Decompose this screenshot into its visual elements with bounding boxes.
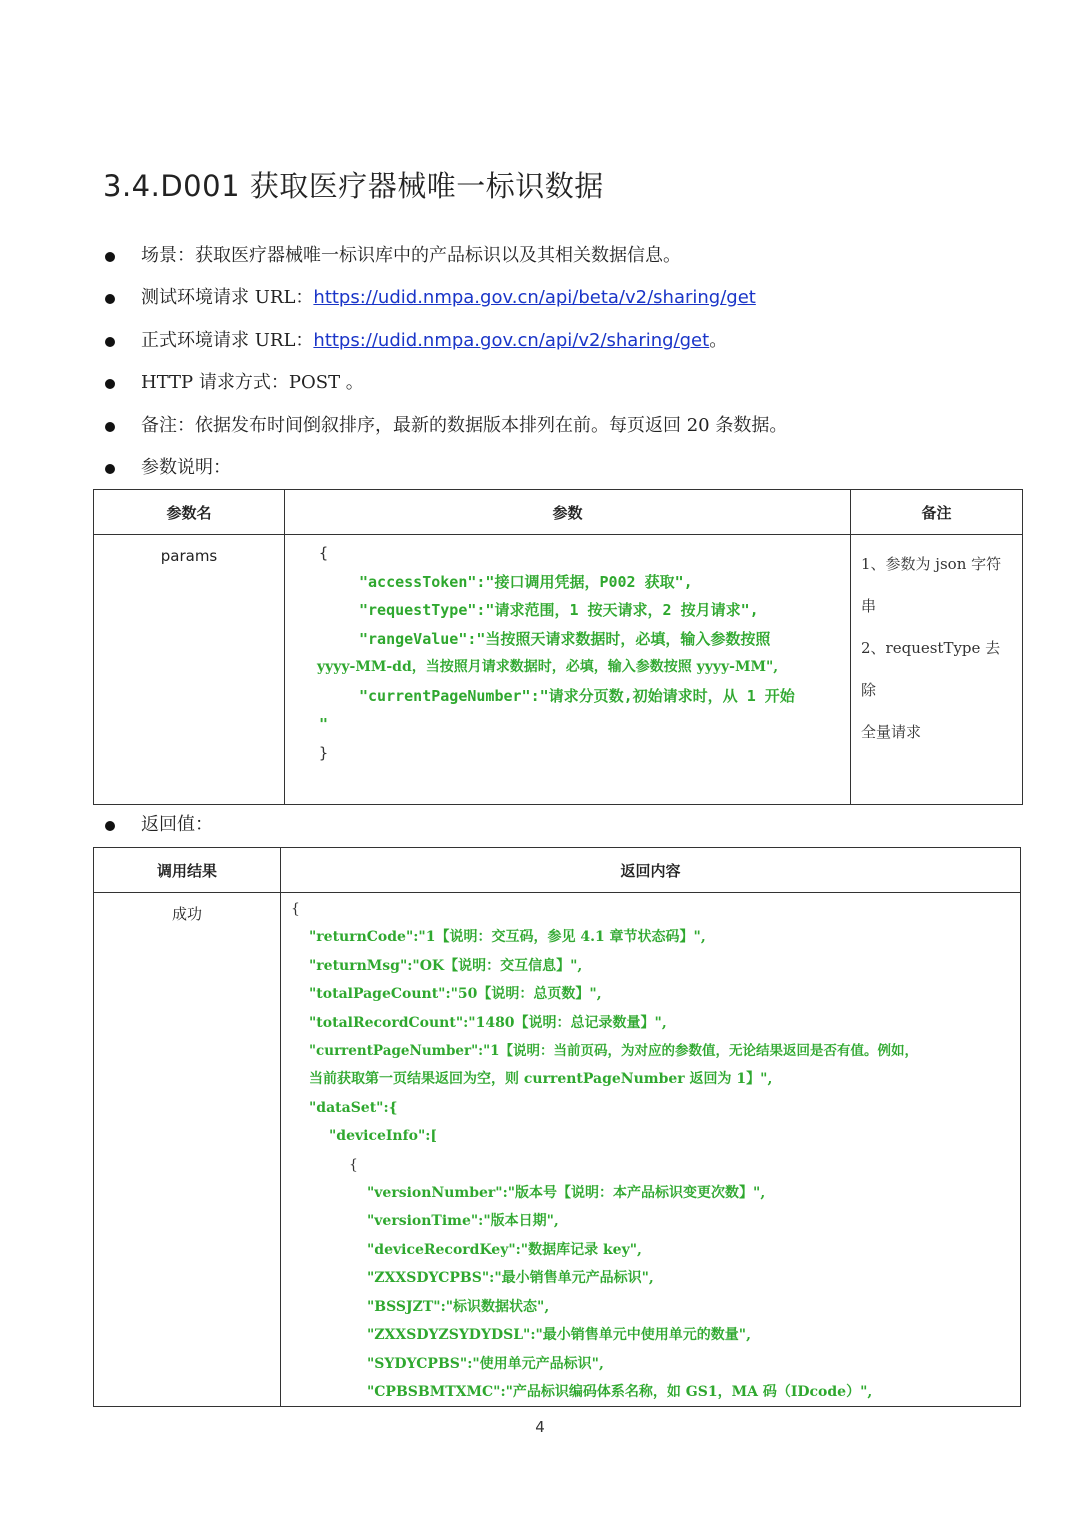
code-line: "totalPageCount":"50【说明：总页数】",	[309, 986, 602, 1003]
params-note-cell: 1、参数为 json 字符 串 2、requestType 去除 全量请求	[851, 535, 1023, 805]
code-line: "	[319, 715, 329, 733]
section-heading: 3.4.D001 获取医疗器械唯一标识数据	[103, 169, 604, 203]
code-line: "BSSJZT":"标识数据状态",	[367, 1298, 550, 1315]
return-header-result: 调用结果	[94, 848, 281, 893]
code-line: "ZXXSDYCPBS":"最小销售单元产品标识",	[367, 1270, 654, 1287]
code-line: "ZXXSDYZSYDYDSL":"最小销售单元中使用单元的数量",	[367, 1327, 751, 1344]
bullet-dot-icon	[105, 821, 115, 831]
bullet-dot-icon	[105, 464, 115, 474]
params-table	[93, 489, 1023, 805]
code-line: "SYDYCPBS":"使用单元产品标识",	[367, 1355, 604, 1372]
params-header-note: 备注	[851, 490, 1023, 535]
code-line: "versionNumber":"版本号【说明：本产品标识变更次数】",	[367, 1185, 766, 1202]
code-line: "currentPageNumber":"1【说明：当前页码，为对应的参数值，无论结果返回是否有值。例如，	[309, 1043, 919, 1060]
return-table	[93, 847, 1021, 1407]
code-line: "deviceRecordKey":"数据库记录 key",	[367, 1241, 642, 1258]
code-line: 当前获取第一页结果返回为空，则 currentPageNumber 返回为 1】",	[309, 1071, 773, 1088]
code-line: "CPBSBMTXMC":"产品标识编码体系名称，如 GS1，MA 码（IDcode）",	[367, 1383, 873, 1400]
code-line: "currentPageNumber":"请求分页数,初始请求时，从 1 开始	[359, 686, 795, 705]
page-number: 4	[535, 1418, 545, 1436]
code-line: "returnMsg":"OK【说明：交互信息】",	[309, 957, 583, 974]
code-line: "accessToken":"接口调用凭据，P002 获取",	[359, 572, 693, 591]
bullet-dot-icon	[105, 337, 115, 347]
params-header-param: 参数	[285, 490, 851, 535]
bullet-dot-icon	[105, 422, 115, 432]
prod-url-link[interactable]: https://udid.nmpa.gov.cn/api/v2/sharing/get	[313, 330, 710, 351]
code-line: "requestType":"请求范围，1 按天请求，2 按月请求",	[359, 601, 759, 619]
bullet-dot-icon	[105, 252, 115, 262]
bullet-dot-icon	[105, 294, 115, 304]
params-code-cell: { "accessToken":"接口调用凭据，P002 获取", "requestType":"请求范围，1 按天请求，2 按月请求", "rangeValue":"当按照天请求数据时，必填，输入参数按照 yyyy-MM-dd，当按照月请求数据时，必填，输入参数按照 yyyy-MM", "currentPageNumber":"请求分页数,初始请求时，从 1 开始 " }	[285, 535, 851, 805]
test-url-label: 测试环境请求 URL：	[141, 287, 314, 308]
code-line: "dataSet":{	[309, 1099, 398, 1116]
params-name-cell: params	[94, 535, 285, 805]
code-line: "totalRecordCount":"1480【说明：总记录数量】",	[309, 1014, 667, 1031]
return-code-cell: { "returnCode":"1【说明：交互码，参见 4.1 章节状态码】", "returnMsg":"OK【说明：交互信息】", "totalPageCount":"50【说明：总页数】", "totalRecordCount":"1480【说明：总记录数量】", "currentPageNumber":"1【说明：当前页码，为对应的参数值，无论结果返回是否有值。例如， 当前获取第一页结果返回为空，则 currentPageNumber 返回为 1】", "dataSet":{ "deviceInfo":[ { "versionNumber":"版本号【说明：本产品标识变更次数】", "versionTime":"版本日期", "deviceRecordKey":"数据库记录 key", "ZXXSDYCPBS":"最小销售单元产品标识", "BSSJZT":"标识数据状态", "ZXXSDYZSYDYDSL":"最小销售单元中使用单元的数量", "SYDYCPBS":"使用单元产品标识", "CPBSBMTXMC":"产品标识编码体系名称，如 GS1，MA 码（IDcode）",	[281, 893, 1021, 1407]
code-line: "rangeValue":"当按照天请求数据时，必填，输入参数按照	[359, 629, 771, 648]
test-url-link[interactable]: https://udid.nmpa.gov.cn/api/beta/v2/sharing/get	[313, 287, 756, 308]
bullet-dot-icon	[105, 379, 115, 389]
prod-url-label: 正式环境请求 URL：	[141, 330, 314, 351]
document-page: 3.4.D001 获取医疗器械唯一标识数据 场景：获取医疗器械唯一标识库中的产品标识以及其相关数据信息。 测试环境请求 URL：https://udid.nmpa.gov.cn/api/beta/v2/sharing/get 正式环境请求 URL：https://udid.nmpa.gov.cn/api/v2/sharing/get。 HTTP 请求方式：POST 。 备注：依据发布时间倒叙排序，最新的数据版本排列在前。每页返回 20 条数据。 参数说明： 返回值： 参数名 参数 备注 params { "accessToken":"接口调用凭据，P002 获取", "requestType":"请求范围，1 按天请求，2 按月请求", "rangeValue":"当按照天请求数据时，必填，输入参数按照 yyyy-MM-dd，当按照月请求数据时，必填，输入参数按照 yyyy-MM", "currentPageNumber":"请求分页数,初始请求时，从 1 开始 " } 1、参数为 json 字符 串 2、requestType 去除 全量请求 调用结果 返回内容 成功 { "returnCode":"1【说明：交互码，参见 4.1 章节状态码】", "returnMsg":"OK【说明：交互信息】", "totalPageCount":"50【说明：总页数】", "totalRecordCount":"1480【说明：总记录数量】", "currentPageNumber":"1【说明：当前页码，为对应的参数值，无论结果返回是否有值。例如， 当前获取第一页结果返回为空，则 currentPageNumber 返回为 1】", "dataSet":{ "deviceInfo":[ { "versionNumber":"版本号【说明：本产品标识变更次数】", "versionTime":"版本日期", "deviceRecordKey":"数据库记录 key", "ZXXSDYCPBS":"最小销售单元产品标识", "BSSJZT":"标识数据状态", "ZXXSDYZSYDYDSL":"最小销售单元中使用单元的数量", "SYDYCPBS":"使用单元产品标识", "CPBSBMTXMC":"产品标识编码体系名称，如 GS1，MA 码（IDcode）", 4	[0, 0, 1080, 1527]
code-line: "deviceInfo":[	[329, 1128, 438, 1145]
code-line: yyyy-MM-dd，当按照月请求数据时，必填，输入参数按照 yyyy-MM",	[317, 659, 779, 675]
return-result-cell: 成功	[94, 893, 281, 1407]
return-header-content: 返回内容	[281, 848, 1021, 893]
code-line: "returnCode":"1【说明：交互码，参见 4.1 章节状态码】",	[309, 929, 706, 946]
code-line: "versionTime":"版本日期",	[367, 1213, 559, 1230]
params-header-name: 参数名	[94, 490, 285, 535]
